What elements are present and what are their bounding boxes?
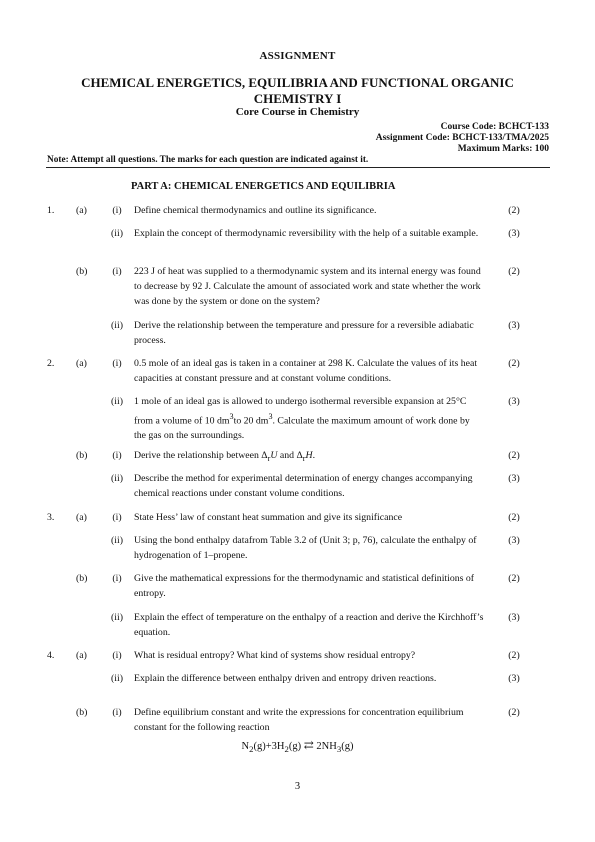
question-marks: (2) — [508, 358, 520, 369]
question-part-label: (a) — [76, 650, 87, 661]
question-number: 4. — [47, 650, 55, 661]
question-text: 1 mole of an ideal gas is allowed to undergo isothermal reversible expansion at 25°C from a volume of 10 $dm^3to$ 20 $dm^3$. Calculate the maximum amount of work done by the gas on the surroundings. — [134, 396, 470, 442]
question-text: Using the bond enthalpy datafrom Table 3.2 of (Unit 3; p, 76), calculate the enthalpy of hydrogenation of 1–propene. — [134, 535, 477, 561]
question-subpart-label: (i) — [112, 650, 122, 661]
assignment-code: Assignment Code: BCHCT-133/TMA/2025 — [375, 133, 549, 143]
course-title-line2: CHEMISTRY I — [253, 91, 342, 106]
question-marks: (3) — [508, 612, 520, 623]
question-text: Derive the relationship between $\Delta_rU$ and $\Delta_rH$. — [134, 450, 316, 463]
question-marks: (2) — [508, 650, 520, 661]
question-part-label: (a) — [76, 358, 87, 369]
question-text: Define chemical thermodynamics and outline its significance. — [134, 205, 377, 216]
page-number: 3 — [294, 781, 301, 792]
question-part-label: (b) — [76, 573, 88, 584]
question-subpart-label: (i) — [112, 450, 122, 461]
course-code: Course Code: BCHCT-133 — [440, 122, 549, 132]
question-number: 2. — [47, 358, 55, 369]
question-number: 1. — [47, 205, 55, 216]
question-marks: (3) — [508, 673, 520, 684]
question-marks: (2) — [508, 205, 520, 216]
question-subpart-label: (ii) — [111, 612, 123, 623]
question-marks: (2) — [508, 707, 520, 718]
assignment-heading: ASSIGNMENT — [259, 50, 336, 62]
question-marks: (3) — [508, 320, 520, 331]
question-subpart-label: (i) — [112, 358, 122, 369]
question-subpart-label: (i) — [112, 205, 122, 216]
question-marks: (3) — [508, 228, 520, 239]
question-text: Explain the difference between enthalpy driven and entropy driven reactions. — [134, 673, 437, 684]
question-part-label: (a) — [76, 512, 87, 523]
question-marks: (3) — [508, 473, 520, 484]
instruction-note: Note: Attempt all questions. The marks for each question are indicated against it. — [47, 155, 369, 165]
question-text: State Hess’ law of constant heat summation and give its significance — [134, 512, 403, 523]
reaction-equation: $N_2(g)+3H_2(g)$ ⇄ $2NH_3(g)$ — [241, 738, 354, 755]
question-number: 3. — [47, 512, 55, 523]
question-text: Define equilibrium constant and write the expressions for concentration equilibrium constant for the following reaction — [134, 707, 464, 733]
divider-line — [46, 167, 550, 168]
question-subpart-label: (i) — [112, 573, 122, 584]
question-text: Give the mathematical expressions for the thermodynamic and statistical definitions of entropy. — [134, 573, 475, 599]
question-subpart-label: (ii) — [111, 320, 123, 331]
question-part-label: (b) — [76, 450, 88, 461]
equilibrium-arrow-icon: ⇄ — [303, 738, 314, 752]
question-subpart-label: (ii) — [111, 673, 123, 684]
question-text: Derive the relationship between the temperature and pressure for a reversible adiabatic process. — [134, 320, 474, 346]
core-course-label: Core Course in Chemistry — [235, 106, 360, 118]
question-part-label: (b) — [76, 266, 88, 277]
question-subpart-label: (ii) — [111, 228, 123, 239]
course-title-line1: CHEMICAL ENERGETICS, EQUILIBRIA AND FUNCTIONAL ORGANIC — [81, 75, 514, 90]
question-marks: (2) — [508, 573, 520, 584]
question-subpart-label: (ii) — [111, 396, 123, 407]
question-text: Describe the method for experimental determination of energy changes accompanying chemical reactions under constant volume conditions. — [134, 473, 473, 499]
question-part-label: (b) — [76, 707, 88, 718]
question-text: What is residual entropy? What kind of systems show residual entropy? — [134, 650, 416, 661]
question-marks: (3) — [508, 396, 520, 407]
part-a-heading: PART A: CHEMICAL ENERGETICS AND EQUILIBRIA — [131, 181, 396, 192]
question-text: Explain the concept of thermodynamic reversibility with the help of a suitable example. — [134, 228, 479, 239]
question-marks: (3) — [508, 535, 520, 546]
question-subpart-label: (i) — [112, 266, 122, 277]
question-subpart-label: (ii) — [111, 473, 123, 484]
question-marks: (2) — [508, 450, 520, 461]
question-text: 0.5 mole of an ideal gas is taken in a container at 298 K. Calculate the values of its heat capacities at constant pressure and at constant volume conditions. — [134, 358, 478, 384]
question-subpart-label: (ii) — [111, 535, 123, 546]
question-text: 223 J of heat was supplied to a thermodynamic system and its internal energy was found to decrease by 92 J. Calculate the amount of associated work and state whether the work was done by the system or done on the system? — [134, 266, 481, 307]
question-marks: (2) — [508, 512, 520, 523]
question-subpart-label: (i) — [112, 512, 122, 523]
question-part-label: (a) — [76, 205, 87, 216]
question-subpart-label: (i) — [112, 707, 122, 718]
question-marks: (2) — [508, 266, 520, 277]
maximum-marks: Maximum Marks: 100 — [457, 144, 549, 154]
question-text: Explain the effect of temperature on the enthalpy of a reaction and derive the Kirchhoff’s equation. — [134, 612, 484, 638]
